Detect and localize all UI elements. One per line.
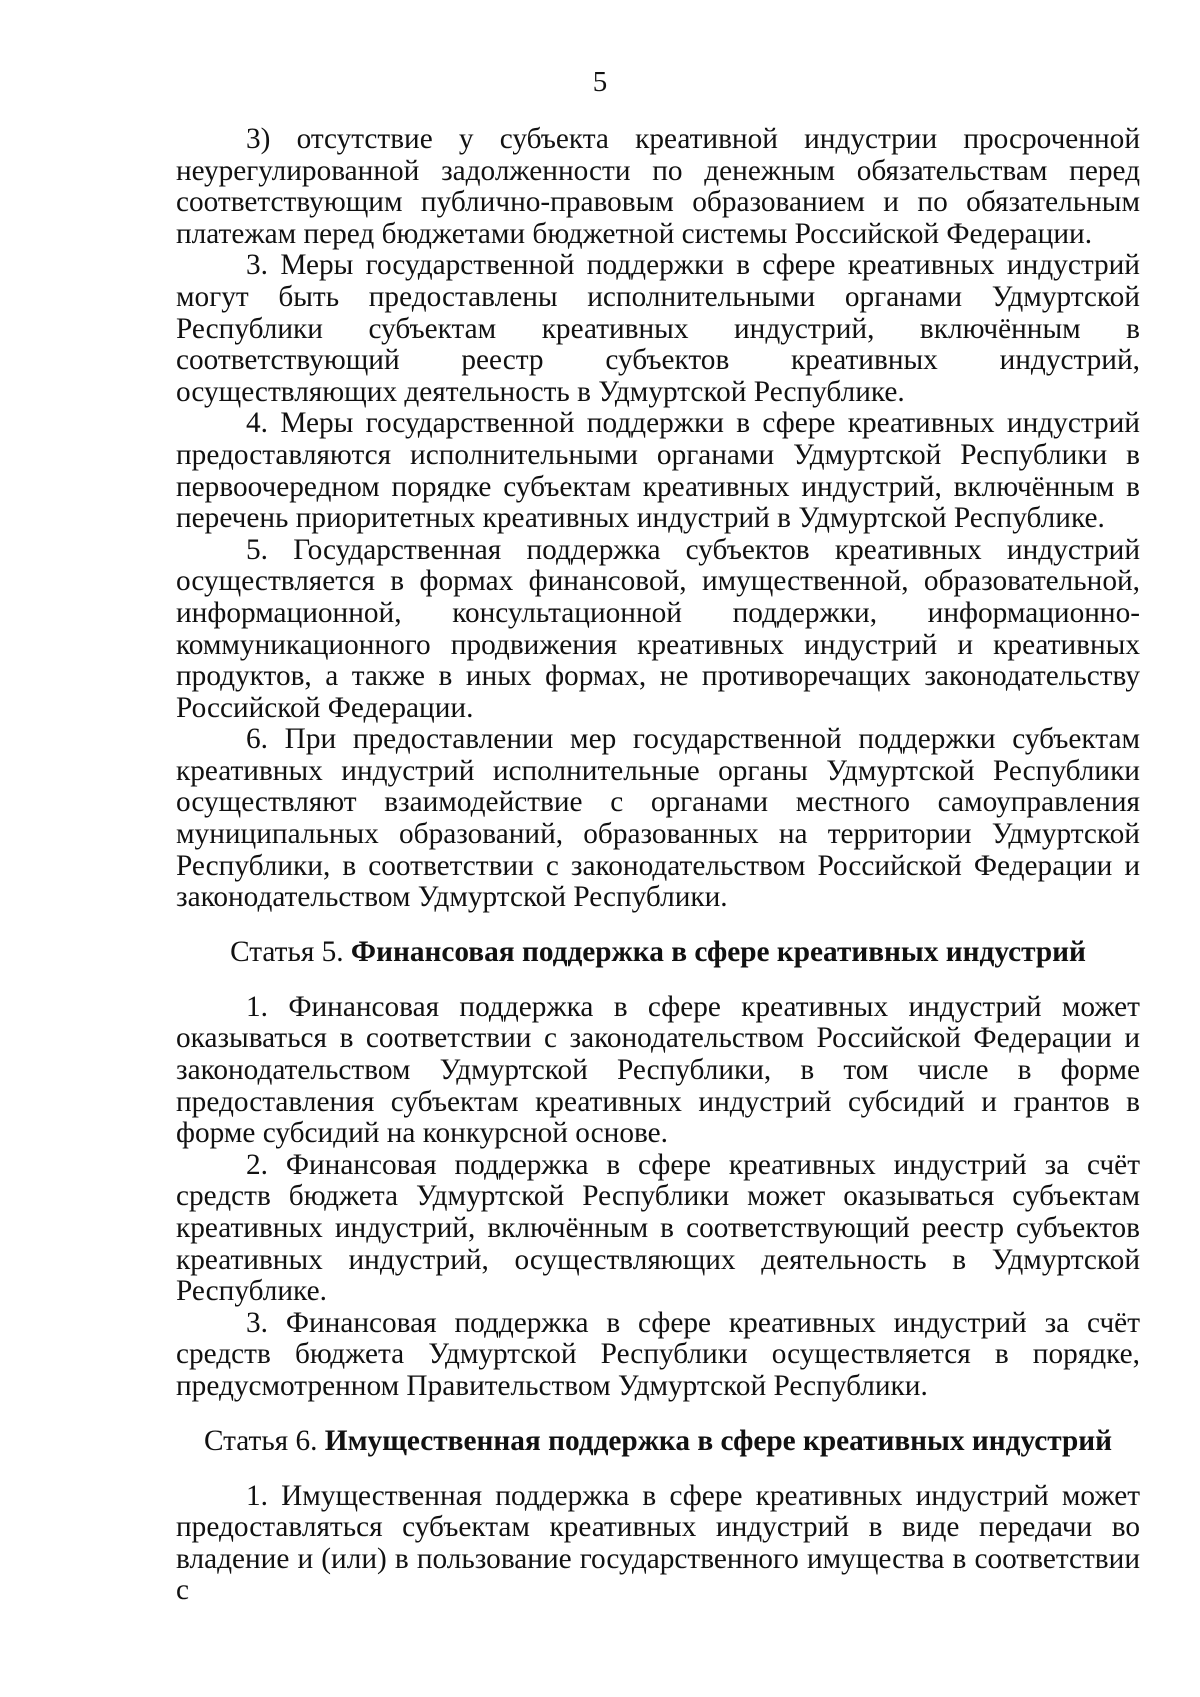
paragraph-item-3: 3) отсутствие у субъекта креативной индустрии просроченной неурегулированной задолженности по денежным обязательствам перед соответствующим публично-правовым образованием и по обязательным платежам перед бюджетами бюджетной системы Российской Федерации. [176, 123, 1140, 250]
paragraph-point-5: 5. Государственная поддержка субъектов креативных индустрий осуществляется в формах финансовой, имущественной, образовательной, информационной, консультационной поддержки, информационно-коммуникационного продвижения креативных индустрий и креативных продуктов, а также в иных формах, не противоречащих законодательству Российской Федерации. [176, 533, 1140, 724]
article-title: Имущественная поддержка в сфере креативных индустрий [324, 1424, 1113, 1457]
paragraph-point-3: 3. Меры государственной поддержки в сфере креативных индустрий могут быть предоставлены исполнительными органами Удмуртской Республики субъектам креативных индустрий, включённым в соответствующий реестр субъектов креативных индустрий, осуществляющих деятельность в Удмуртской Республике. [176, 249, 1140, 408]
article-5-heading [176, 936, 1140, 968]
article-number: Статья 5. [230, 935, 344, 968]
article-6-heading [176, 1425, 1140, 1457]
paragraph-article6-point-1: 1. Имущественная поддержка в сфере креативных индустрий может предоставляться субъектам креативных индустрий в виде передачи во владение и (или) в пользование государственного имущества в соответствии с [176, 1479, 1140, 1607]
paragraph-article5-point-2: 2. Финансовая поддержка в сфере креативных индустрий за счёт средств бюджета Удмуртской Республики может оказываться субъектам креативных индустрий, включённым в соответствующий реестр субъектов креативных индустрий, осуществляющих деятельность в Удмуртской Республике. [176, 1148, 1140, 1308]
paragraph-article5-point-1: 1. Финансовая поддержка в сфере креативных индустрий может оказываться в соответствии с законодательством Российской Федерации и законодательством Удмуртской Республики, в том числе в форме предоставления субъектам креативных индустрий субсидий и грантов в форме субсидий на конкурсной основе. [176, 990, 1140, 1150]
paragraph-article5-point-3: 3. Финансовая поддержка в сфере креативных индустрий за счёт средств бюджета Удмуртской Республики осуществляется в порядке, предусмотренном Правительством Удмуртской Республики. [176, 1306, 1140, 1402]
article-number: Статья 6. [203, 1424, 318, 1457]
document-body [176, 124, 1140, 1607]
paragraph-point-4: 4. Меры государственной поддержки в сфере креативных индустрий предоставляются исполнительными органами Удмуртской Республики в первоочередном порядке субъектам креативных индустрий, включённым в перечень приоритетных креативных индустрий в Удмуртской Республике. [176, 407, 1140, 535]
paragraph-point-6: 6. При предоставлении мер государственной поддержки субъектам креативных индустрий исполнительные органы Удмуртской Республики осуществляют взаимодействие с органами местного самоуправления муниципальных образований, образованных на территории Удмуртской Республики, в соответствии с законодательством Российской Федерации и законодательством Удмуртской Республики. [176, 723, 1140, 914]
article-title: Финансовая поддержка в сфере креативных индустрий [350, 935, 1086, 968]
page-number: 5 [592, 66, 608, 98]
